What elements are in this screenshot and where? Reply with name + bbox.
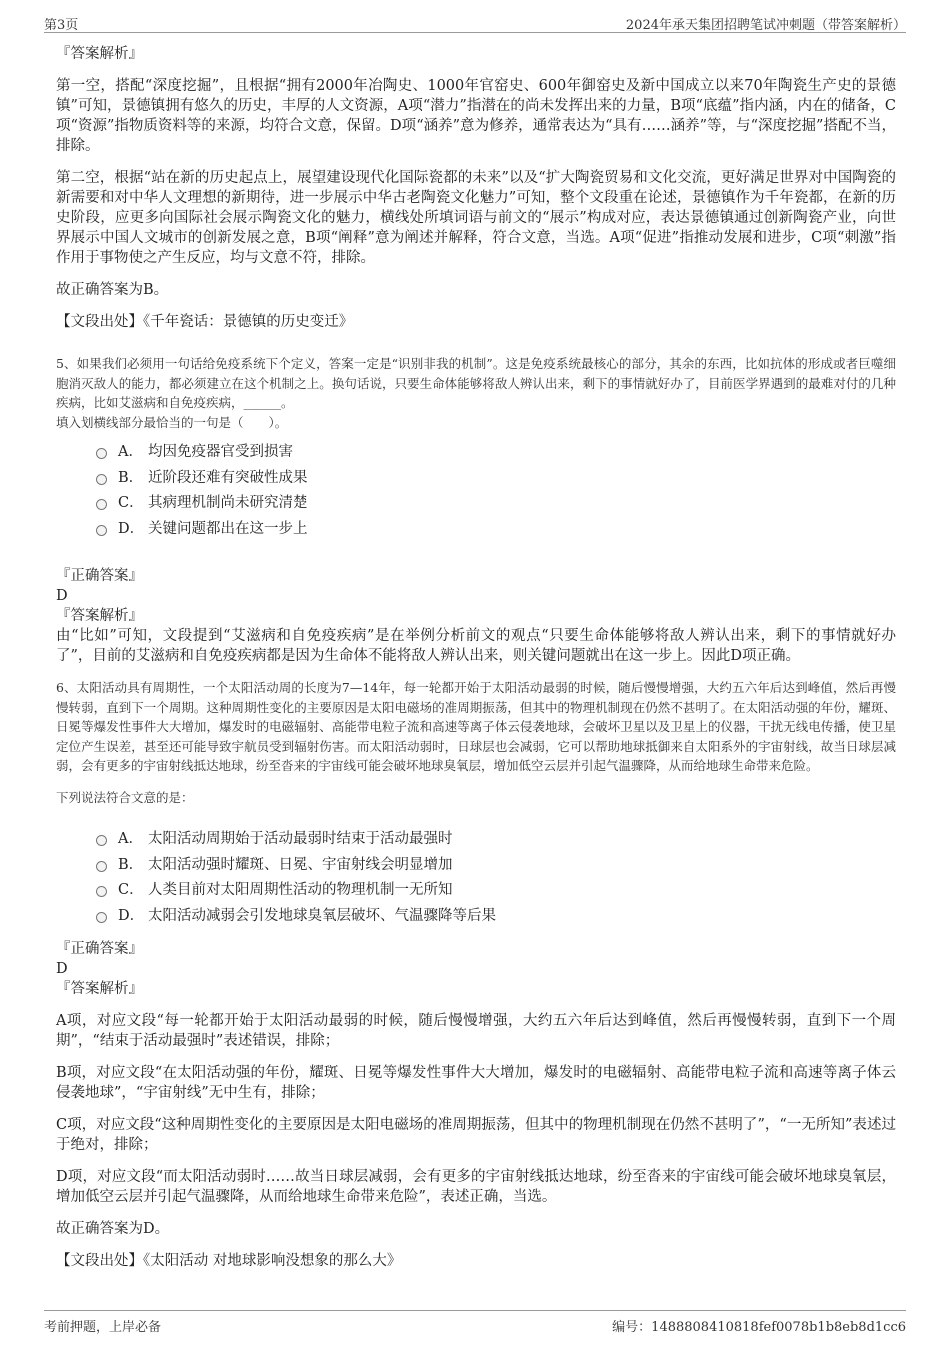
footer-slogan: 考前押题，上岸必备 (44, 1320, 162, 1335)
q6-source: 【文段出处】《太阳活动 对地球影响没想象的那么大》 (56, 1253, 402, 1269)
q5-stem: 5、如果我们必须用一句话给免疫系统下个定义，答案一定是“识别非我的机制”。这是免疫系统最核心的部分，其余的东西，比如抗体的形成或者巨噬细胞消灭敌人的能力，都必须建立在这个机制之上。换句话说，只要生命体能够将敌人辨认出来，剩下的事情就好办了，目前医学界遇到的最难对付的几种疾病，比如艾滋病和自免疫疾病，______。 (56, 356, 896, 410)
q6-explain-b: B项，对应文段“在太阳活动强的年份，耀斑、日冕等爆发性事件大大增加，爆发时的电磁辐射、高能带电粒子流和高速等离子体云侵袭地球”，“宇宙射线”无中生有，排除； (56, 1065, 896, 1101)
q4-explain-label: 『答案解析』 (56, 46, 143, 62)
radio-icon[interactable] (96, 835, 107, 846)
q4-conclusion: 故正确答案为B。 (56, 282, 169, 298)
q4-explain-para2: 第二空，根据“站在新的历史起点上，展望建设现代化国际瓷都的未来”以及“扩大陶瓷贸易和文化交流，更好满足世界对中国陶瓷的新需要和对中华人文理想的新期待，进一步展示中华古老陶瓷文化魅力”可知，整个文段重在论述，景德镇作为千年瓷都，在新的历史阶段，应更多向国际社会展示陶瓷文化的魅力，横线处所填词语与前文的“展示”构成对应，表达景德镇通过创新陶瓷产业，向世界展示中国人文城市的创新发展之意，B项“阐释”意为阐述并解释，符合文意，当选。A项“促进”指推动发展和进步，C项“刺激”指作用于事物使之产生反应，均与文意不符，排除。 (56, 170, 896, 266)
q6-explain-d: D项，对应文段“而太阳活动弱时……故当日球层减弱，会有更多的宇宙射线抵达地球，纷至沓来的宇宙线可能会破坏地球臭氧层，增加低空云层并引起气温骤降，从而给地球生命带来危险”，表述正确，当选。 (56, 1169, 896, 1205)
q6-options (96, 827, 896, 929)
q6-explain-a: A项，对应文段“每一轮都开始于太阳活动最弱的时候，随后慢慢增强，大约五六年后达到峰值，然后再慢慢转弱，直到下一个周期”，“结束于活动最强时”表述错误，排除； (56, 1013, 896, 1049)
q4-explain-para1: 第一空，搭配“深度挖掘”，且根据“拥有2000年冶陶史、1000年官窑史、600年御窑史及新中国成立以来70年陶瓷生产史的景德镇”可知，景德镇拥有悠久的历史，丰厚的人文资源，A项“潜力”指潜在的尚未发挥出来的力量，B项“底蕴”指内涵，内在的储备，C项“资源”指物质资料等的来源，均符合文意，保留。D项“涵养”意为修养，通常表达为“具有……涵养”等，与“深度挖掘”搭配不当，排除。 (56, 78, 896, 154)
document-code: 编号：1488808410818fef0078b1b8eb8d1cc6 (612, 1320, 906, 1335)
q6-answer-label: 『正确答案』 (56, 941, 143, 957)
q5-answer-label: 『正确答案』 (56, 568, 143, 584)
document-title: 2024年承天集团招聘笔试冲刺题（带答案解析） (625, 18, 906, 33)
page-content (56, 44, 896, 1271)
q6-option-d[interactable]: D． 太阳活动减弱会引发地球臭氧层破坏、气温骤降等后果 (96, 904, 896, 930)
radio-icon[interactable] (96, 861, 107, 872)
q6-answer: D (56, 961, 68, 977)
q5-options (96, 440, 896, 542)
q6-option-a[interactable]: A． 太阳活动周期始于活动最弱时结束于活动最强时 (96, 827, 896, 853)
radio-icon[interactable] (96, 912, 107, 923)
radio-icon[interactable] (96, 499, 107, 510)
q4-source: 【文段出处】《千年瓷话：景德镇的历史变迁》 (56, 314, 354, 330)
radio-icon[interactable] (96, 448, 107, 459)
radio-icon[interactable] (96, 525, 107, 536)
q5-option-d[interactable]: D． 关键问题都出在这一步上 (96, 517, 896, 543)
q6-prompt: 下列说法符合文意的是： (56, 789, 194, 805)
q5-answer: D (56, 588, 68, 604)
page-footer (44, 1310, 906, 1335)
q5-option-a[interactable]: A． 均因免疫器官受到损害 (96, 440, 896, 466)
q6-explain-label: 『答案解析』 (56, 981, 143, 997)
q5-prompt: 填入划横线部分最恰当的一句是（ ）。 (56, 414, 288, 430)
q6-option-b[interactable]: B． 太阳活动强时耀斑、日冕、宇宙射线会明显增加 (96, 853, 896, 879)
q6-option-c[interactable]: C． 人类目前对太阳周期性活动的物理机制一无所知 (96, 878, 896, 904)
q6-conclusion: 故正确答案为D。 (56, 1221, 170, 1237)
q6-explain-c: C项，对应文段“这种周期性变化的主要原因是太阳电磁场的准周期振荡，但其中的物理机制现在仍然不甚明了”，“一无所知”表述过于绝对，排除； (56, 1117, 896, 1153)
radio-icon[interactable] (96, 886, 107, 897)
page-header (44, 10, 906, 33)
q5-explain-label: 『答案解析』 (56, 608, 143, 624)
page-number: 第3页 (44, 18, 79, 33)
q6-stem: 6、太阳活动具有周期性，一个太阳活动周的长度为7—14年，每一轮都开始于太阳活动最弱的时候，随后慢慢增强，大约五六年后达到峰值，然后再慢慢转弱，直到下一个周期。这种周期性变化的主要原因是太阳电磁场的准周期振荡，但其中的物理机制现在仍然不甚明了。在太阳活动强的年份，耀斑、日冕等爆发性事件大大增加，爆发时的电磁辐射、高能带电粒子流和高速等离子体云侵袭地球，会破坏卫星以及卫星上的仪器，干扰无线电传播，使卫星定位产生误差，甚至还可能导致宇航员受到辐射伤害。而太阳活动弱时，日球层也会减弱，它可以帮助地球抵御来自太阳系外的宇宙射线，故当日球层减弱，会有更多的宇宙射线抵达地球，纷至沓来的宇宙线可能会破坏地球臭氧层，增加低空云层并引起气温骤降，从而给地球生命带来危险。 (56, 680, 896, 773)
q5-option-b[interactable]: B． 近阶段还难有突破性成果 (96, 466, 896, 492)
q5-explain: 由“比如”可知，文段提到“艾滋病和自免疫疾病”是在举例分析前文的观点“只要生命体能够将敌人辨认出来，剩下的事情就好办了”，目前的艾滋病和自免疫疾病都是因为生命体不能将敌人辨认出来，则关键问题就出在这一步上。因此D项正确。 (56, 628, 896, 664)
q5-option-c[interactable]: C． 其病理机制尚未研究清楚 (96, 491, 896, 517)
radio-icon[interactable] (96, 474, 107, 485)
